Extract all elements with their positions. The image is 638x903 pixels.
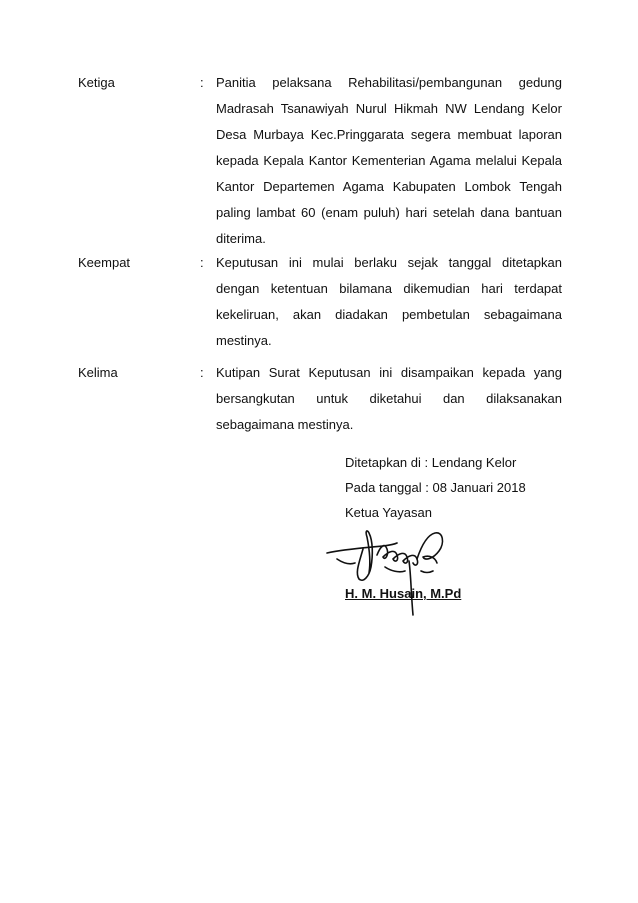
clause-line: Panitia pelaksana Rehabilitasi/pembangunan gedung — [216, 75, 562, 90]
clause-line: Madrasah Tsanawiyah Nurul Hikmah NW Lendang Kelor — [216, 101, 562, 116]
clause-ketiga — [78, 70, 564, 252]
clause-label: Keempat — [78, 255, 131, 270]
signer-name: H. M. Husain, M.Pd — [345, 586, 462, 601]
signature-block — [345, 450, 575, 525]
clause-label: Kelima — [78, 365, 118, 380]
clause-kelima — [78, 360, 564, 438]
clause-line: sebagaimana mestinya. — [216, 417, 354, 432]
clause-colon: : — [200, 75, 204, 90]
clause-line: kepada Kepala Kantor Kementerian Agama melalui Kepala — [216, 153, 562, 168]
clause-line: Kantor Departemen Agama Kabupaten Lombok Tengah — [216, 179, 562, 194]
place-line: Ditetapkan di : Lendang Kelor — [345, 455, 517, 470]
clause-line: Keputusan ini mulai berlaku sejak tanggal ditetapkan — [216, 255, 562, 270]
clause-body — [216, 360, 562, 438]
clause-line: mestinya. — [216, 333, 272, 348]
clause-keempat — [78, 250, 564, 354]
date-line: Pada tanggal : 08 Januari 2018 — [345, 480, 526, 495]
clause-line: bersangkutan untuk diketahui dan dilaksanakan — [216, 391, 562, 406]
clause-line: paling lambat 60 (enam puluh) hari setelah dana bantuan — [216, 205, 562, 220]
position-title: Ketua Yayasan — [345, 505, 432, 520]
clause-body — [216, 250, 562, 354]
clause-colon: : — [200, 255, 204, 270]
clause-line: diterima. — [216, 231, 266, 246]
clause-body — [216, 70, 562, 252]
clause-label: Ketiga — [78, 75, 115, 90]
clause-line: kekeliruan, akan diadakan pembetulan sebagaimana — [216, 307, 562, 322]
clause-line: dengan ketentuan bilamana dikemudian hari terdapat — [216, 281, 562, 296]
clause-line: Kutipan Surat Keputusan ini disampaikan kepada yang — [216, 365, 562, 380]
clause-line: Desa Murbaya Kec.Pringgarata segera membuat laporan — [216, 127, 562, 142]
clause-colon: : — [200, 365, 204, 380]
